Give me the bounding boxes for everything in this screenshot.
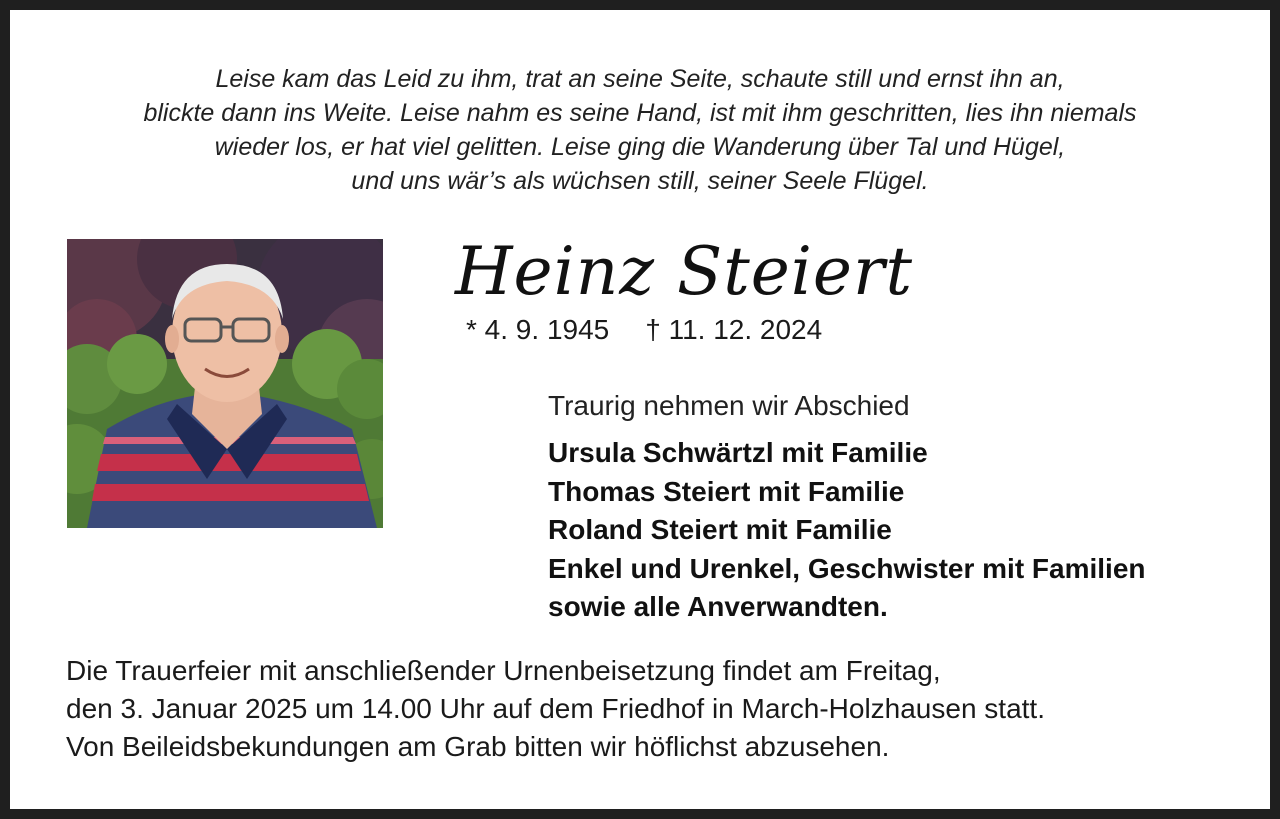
life-dates — [466, 312, 822, 348]
poem-line: blickte dann ins Weite. Leise nahm es seine Hand, ist mit ihm geschritten, lies ihn niemals — [143, 99, 1137, 127]
obituary-notice — [10, 10, 1270, 809]
mourner-line: Roland Steiert mit Familie — [548, 514, 892, 545]
mourning-intro: Traurig nehmen wir Abschied — [548, 390, 910, 421]
poem — [10, 62, 1270, 198]
mourner-line: Thomas Steiert mit Familie — [548, 475, 905, 507]
deceased-name: Heinz Steiert — [455, 233, 914, 310]
portrait-photo — [67, 239, 383, 528]
birth-date: * 4. 9. 1945 — [466, 314, 610, 345]
poem-line: und uns wär’s als wüchsen still, seiner Seele Flügel. — [351, 167, 929, 195]
poem-line: wieder los, er hat viel gelitten. Leise ging die Wanderung über Tal und Hügel, — [214, 133, 1066, 161]
mourner-line: Ursula Schwärtzl mit Familie — [548, 437, 928, 468]
poem-line: Leise kam das Leid zu ihm, trat an seine Seite, schaute still und ernst ihn an, — [215, 65, 1065, 93]
death-date: † 11. 12. 2024 — [645, 314, 823, 345]
ceremony-line: Die Trauerfeier mit anschließender Urnenbeisetzung findet am Freitag, — [66, 655, 941, 686]
ceremony-line: den 3. Januar 2025 um 14.00 Uhr auf dem Friedhof in March-Holzhausen statt. — [66, 693, 1045, 724]
ceremony-line: Von Beileidsbekundungen am Grab bitten wir höflichst abzusehen. — [66, 731, 890, 762]
ceremony-info — [66, 652, 1045, 766]
mourners-list — [548, 434, 1146, 627]
portrait-illustration — [67, 239, 383, 528]
mourner-line: sowie alle Anverwandten. — [548, 591, 888, 622]
mourner-line: Enkel und Urenkel, Geschwister mit Familien — [548, 552, 1146, 584]
